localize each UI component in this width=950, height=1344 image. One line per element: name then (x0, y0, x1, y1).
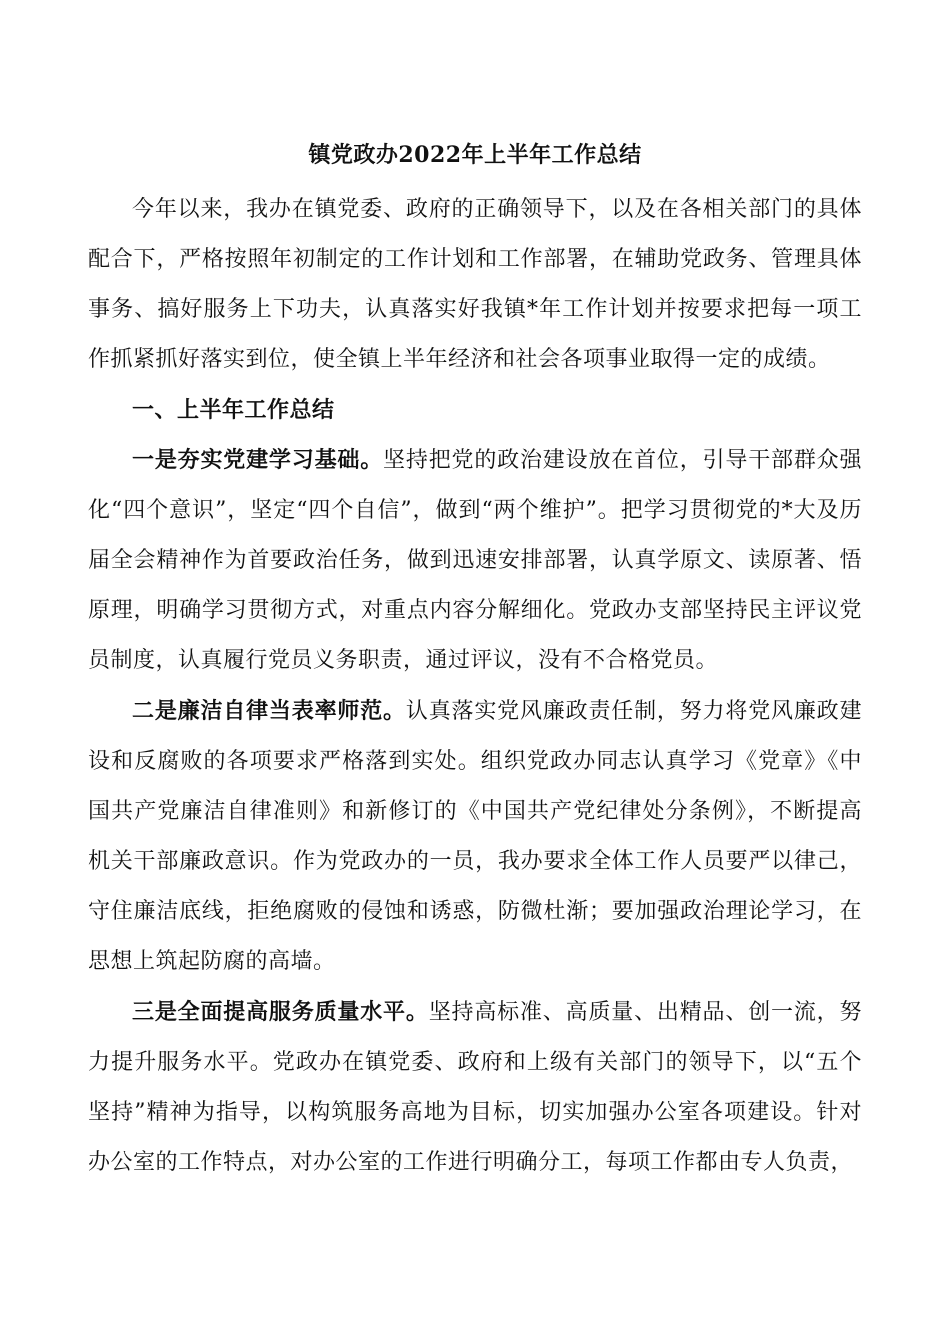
item-paragraph-3 (88, 987, 862, 1188)
document-body (88, 135, 862, 1188)
document-title: 镇党政办2022年上半年工作总结 (308, 142, 642, 168)
section-heading: 一、上半年工作总结 (132, 397, 335, 423)
item-paragraph-2 (88, 686, 862, 987)
item-lead-3: 三是全面提高服务质量水平。 (132, 999, 429, 1025)
item-paragraph-1 (88, 435, 862, 686)
item-text-3: 坚持高标准、高质量、出精品、创一流，努力提升服务水平。党政办在镇党委、政府和上级有关部门的领导下，以“五个坚持”精神为指导，以构筑服务高地为目标，切实加强办公室各项建设。针对办公室的工作特点，对办公室的工作进行明确分工，每项工作都由专人负责， (88, 1000, 862, 1175)
item-text-2: 认真落实党风廉政责任制，努力将党风廉政建设和反腐败的各项要求严格落到实处。组织党政办同志认真学习《党章》《中国共产党廉洁自律准则》和新修订的《中国共产党纪律处分条例》，不断提高机关干部廉政意识。作为党政办的一员，我办要求全体工作人员要严以律己，守住廉洁底线，拒绝腐败的侵蚀和诱惑，防微杜渐；要加强政治理论学习，在思想上筑起防腐的高墙。 (88, 699, 862, 974)
item-lead-2: 二是廉洁自律当表率师范。 (132, 698, 406, 724)
item-lead-1: 一是夯实党建学习基础。 (132, 447, 384, 473)
item-text-1: 坚持把党的政治建设放在首位，引导干部群众强化“四个意识”，坚定“四个自信”，做到“两个维护”。把学习贯彻党的*大及历届全会精神作为首要政治任务，做到迅速安排部署，认真学原文、读原著、悟原理，明确学习贯彻方式，对重点内容分解细化。党政办支部坚持民主评议党员制度，认真履行党员义务职责，通过评议，没有不合格党员。 (88, 448, 862, 673)
intro-paragraph: 今年以来，我办在镇党委、政府的正确领导下，以及在各相关部门的具体配合下，严格按照年初制定的工作计划和工作部署，在辅助党政务、管理具体事务、搞好服务上下功夫，认真落实好我镇*年工作计划并按要求把每一项工作抓紧抓好落实到位，使全镇上半年经济和社会各项事业取得一定的成绩。 (88, 197, 862, 372)
